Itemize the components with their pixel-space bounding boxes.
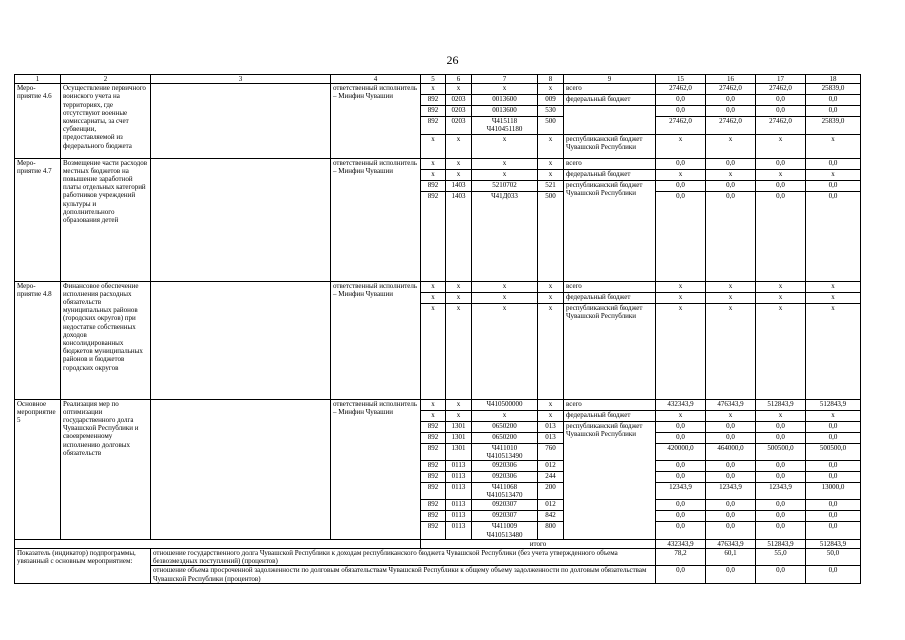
code-cell: Ч411009 Ч410513480 bbox=[472, 522, 538, 539]
participants-cell bbox=[151, 158, 331, 281]
code-cell: х bbox=[421, 292, 446, 303]
measure-code: Меро-приятие 4.7 bbox=[15, 158, 61, 281]
measure-code: Меро-приятие 4.8 bbox=[15, 281, 61, 399]
code-cell: х bbox=[421, 410, 446, 421]
value-cell: х bbox=[706, 169, 756, 180]
value-cell: 0,0 bbox=[806, 191, 861, 281]
value-cell: 0,0 bbox=[656, 511, 706, 522]
indicator-value: 0,0 bbox=[806, 566, 861, 583]
code-cell: 760 bbox=[538, 443, 564, 460]
code-cell: х bbox=[446, 410, 472, 421]
funding-source: всего bbox=[564, 281, 656, 292]
code-cell: 0920307 bbox=[472, 500, 538, 511]
executor-cell: ответственный исполнитель – Минфин Чувашии bbox=[331, 399, 421, 539]
value-cell: 0,0 bbox=[706, 158, 756, 169]
value-cell: 0,0 bbox=[706, 180, 756, 191]
code-cell: х bbox=[421, 84, 446, 95]
value-cell: 512843,9 bbox=[806, 399, 861, 410]
value-cell: х bbox=[656, 303, 706, 399]
participants-cell bbox=[151, 399, 331, 539]
value-cell: 27462,0 bbox=[706, 117, 756, 134]
executor-cell: ответственный исполнитель – Минфин Чувашии bbox=[331, 281, 421, 399]
value-cell: 0,0 bbox=[756, 180, 806, 191]
value-cell: 0,0 bbox=[756, 461, 806, 472]
value-cell: 464000,0 bbox=[706, 443, 756, 460]
code-cell: 0113 bbox=[446, 483, 472, 500]
code-cell: х bbox=[472, 303, 538, 399]
value-cell: 0,0 bbox=[806, 180, 861, 191]
code-cell: 5210702 bbox=[472, 180, 538, 191]
executor-cell: ответственный исполнитель – Минфин Чувашии bbox=[331, 84, 421, 158]
total-spacer bbox=[15, 539, 421, 548]
header-cell: 2 bbox=[61, 75, 151, 84]
code-cell: х bbox=[472, 134, 538, 158]
funding-source: республиканский бюджет Чувашской Республики bbox=[564, 180, 656, 281]
value-cell: 0,0 bbox=[656, 421, 706, 432]
code-cell: 892 bbox=[421, 472, 446, 483]
budget-table bbox=[14, 74, 861, 584]
code-cell: 009 bbox=[538, 95, 564, 106]
value-cell: 0,0 bbox=[706, 421, 756, 432]
funding-source: федеральный бюджет bbox=[564, 292, 656, 303]
value-cell: 0,0 bbox=[706, 522, 756, 539]
value-cell: 476343,9 bbox=[706, 399, 756, 410]
code-cell: 1403 bbox=[446, 191, 472, 281]
code-cell: 842 bbox=[538, 511, 564, 522]
code-cell: 0113 bbox=[446, 472, 472, 483]
code-cell: х bbox=[446, 134, 472, 158]
value-cell: х bbox=[806, 410, 861, 421]
value-cell: 0,0 bbox=[756, 158, 806, 169]
value-cell: 0,0 bbox=[656, 158, 706, 169]
code-cell: 0203 bbox=[446, 106, 472, 117]
value-cell: 0,0 bbox=[756, 472, 806, 483]
table-row bbox=[15, 281, 861, 292]
code-cell: Ч411068 Ч410513470 bbox=[472, 483, 538, 500]
value-cell: 12343,9 bbox=[756, 483, 806, 500]
funding-source: всего bbox=[564, 399, 656, 410]
value-cell: х bbox=[806, 303, 861, 399]
value-cell: х bbox=[706, 303, 756, 399]
code-cell: х bbox=[538, 292, 564, 303]
header-cell: 5 bbox=[421, 75, 446, 84]
total-value: 476343,9 bbox=[706, 539, 756, 548]
value-cell: 0,0 bbox=[806, 472, 861, 483]
code-cell: 892 bbox=[421, 461, 446, 472]
code-cell: х bbox=[421, 281, 446, 292]
value-cell: х bbox=[806, 134, 861, 158]
funding-source: всего bbox=[564, 158, 656, 169]
table-row bbox=[15, 399, 861, 410]
header-cell: 8 bbox=[538, 75, 564, 84]
value-cell: 0,0 bbox=[806, 432, 861, 443]
measure-description: Осуществление первичного воинского учета на территориях, где отсутствуют военные комиссариаты, за счет субвенции, предоставляемой из федерального бюджета bbox=[61, 84, 151, 158]
code-cell: 800 bbox=[538, 522, 564, 539]
value-cell: 0,0 bbox=[756, 432, 806, 443]
header-cell: 9 bbox=[564, 75, 656, 84]
value-cell: 0,0 bbox=[706, 432, 756, 443]
code-cell: Ч410500000 bbox=[472, 399, 538, 410]
code-cell: 892 bbox=[421, 95, 446, 106]
executor-cell: ответственный исполнитель – Минфин Чувашии bbox=[331, 158, 421, 281]
value-cell: 27462,0 bbox=[656, 84, 706, 95]
value-cell: 0,0 bbox=[656, 461, 706, 472]
value-cell: х bbox=[656, 281, 706, 292]
indicator-value: 0,0 bbox=[756, 566, 806, 583]
code-cell: х bbox=[472, 158, 538, 169]
value-cell: 0,0 bbox=[806, 522, 861, 539]
value-cell: х bbox=[806, 169, 861, 180]
value-cell: 0,0 bbox=[706, 191, 756, 281]
value-cell: 0,0 bbox=[656, 522, 706, 539]
value-cell: 420000,0 bbox=[656, 443, 706, 460]
code-cell: 0013600 bbox=[472, 95, 538, 106]
value-cell: 25839,0 bbox=[806, 117, 861, 134]
code-cell: 892 bbox=[421, 117, 446, 134]
header-row bbox=[15, 75, 861, 84]
funding-source: федеральный бюджет bbox=[564, 95, 656, 106]
funding-source: федеральный бюджет bbox=[564, 410, 656, 421]
code-cell: х bbox=[472, 410, 538, 421]
indicator-value: 0,0 bbox=[656, 566, 706, 583]
code-cell: х bbox=[446, 158, 472, 169]
code-cell: 0113 bbox=[446, 511, 472, 522]
code-cell: 200 bbox=[538, 483, 564, 500]
value-cell: х bbox=[756, 292, 806, 303]
value-cell: 0,0 bbox=[756, 106, 806, 117]
value-cell: 0,0 bbox=[756, 191, 806, 281]
code-cell: х bbox=[421, 169, 446, 180]
participants-cell bbox=[151, 84, 331, 158]
measure-code: Меро-приятие 4.6 bbox=[15, 84, 61, 158]
total-row bbox=[15, 539, 861, 548]
code-cell: 012 bbox=[538, 500, 564, 511]
code-cell: 892 bbox=[421, 511, 446, 522]
indicator-value: 50,0 bbox=[806, 549, 861, 566]
value-cell: 0,0 bbox=[806, 511, 861, 522]
code-cell: х bbox=[446, 303, 472, 399]
value-cell: х bbox=[756, 134, 806, 158]
code-cell: 012 bbox=[538, 461, 564, 472]
value-cell: 0,0 bbox=[656, 191, 706, 281]
code-cell: х bbox=[446, 399, 472, 410]
header-cell: 18 bbox=[806, 75, 861, 84]
code-cell: 892 bbox=[421, 421, 446, 432]
value-cell: 0,0 bbox=[756, 95, 806, 106]
code-cell: 0920306 bbox=[472, 472, 538, 483]
code-cell: 892 bbox=[421, 500, 446, 511]
value-cell: 12343,9 bbox=[706, 483, 756, 500]
measure-description: Реализация мер по оптимизации государственного долга Чувашской Республики и своевременному исполнению долговых обязательств bbox=[61, 399, 151, 539]
value-cell: 0,0 bbox=[806, 421, 861, 432]
code-cell: 892 bbox=[421, 106, 446, 117]
value-cell: 0,0 bbox=[656, 432, 706, 443]
total-value: 512843,9 bbox=[806, 539, 861, 548]
value-cell: х bbox=[706, 410, 756, 421]
value-cell: х bbox=[806, 281, 861, 292]
indicator-value: 60,1 bbox=[706, 549, 756, 566]
code-cell: 1301 bbox=[446, 443, 472, 460]
value-cell: 0,0 bbox=[806, 106, 861, 117]
measure-description: Возмещение части расходов местных бюджетов на повышение заработной платы отдельных категорий работников учреждений культуры и дополнительного образования детей bbox=[61, 158, 151, 281]
code-cell: х bbox=[446, 281, 472, 292]
code-cell: х bbox=[538, 158, 564, 169]
value-cell: 0,0 bbox=[656, 95, 706, 106]
code-cell: 892 bbox=[421, 522, 446, 539]
code-cell: х bbox=[472, 84, 538, 95]
value-cell: 27462,0 bbox=[756, 84, 806, 95]
value-cell: х bbox=[806, 292, 861, 303]
value-cell: х bbox=[656, 292, 706, 303]
value-cell: 12343,9 bbox=[656, 483, 706, 500]
code-cell: Ч411010 Ч410513490 bbox=[472, 443, 538, 460]
value-cell: 27462,0 bbox=[706, 84, 756, 95]
total-value: 512843,9 bbox=[756, 539, 806, 548]
code-cell: 0203 bbox=[446, 117, 472, 134]
value-cell: х bbox=[756, 281, 806, 292]
value-cell: х bbox=[756, 410, 806, 421]
indicator-text: отношение объема просроченной задолженности по долговым обязательствам Чувашской Республики к общему объему задолженности по долговым обязательствам Чувашской Республики (процентов) bbox=[151, 566, 656, 583]
code-cell: 530 bbox=[538, 106, 564, 117]
code-cell: х bbox=[538, 134, 564, 158]
value-cell: 0,0 bbox=[756, 511, 806, 522]
code-cell: 013 bbox=[538, 421, 564, 432]
value-cell: х bbox=[706, 292, 756, 303]
code-cell: х bbox=[421, 134, 446, 158]
measure-code: Основное мероприятие 5 bbox=[15, 399, 61, 539]
value-cell: 0,0 bbox=[706, 95, 756, 106]
value-cell: х bbox=[706, 281, 756, 292]
code-cell: х bbox=[446, 169, 472, 180]
value-cell: 0,0 bbox=[706, 472, 756, 483]
value-cell: 0,0 bbox=[806, 158, 861, 169]
value-cell: 25839,0 bbox=[806, 84, 861, 95]
code-cell: 0013600 bbox=[472, 106, 538, 117]
indicator-row bbox=[15, 549, 861, 566]
code-cell: х bbox=[538, 303, 564, 399]
value-cell: 0,0 bbox=[806, 461, 861, 472]
code-cell: 892 bbox=[421, 443, 446, 460]
code-cell: 1403 bbox=[446, 180, 472, 191]
value-cell: х bbox=[756, 169, 806, 180]
value-cell: 0,0 bbox=[706, 500, 756, 511]
value-cell: 0,0 bbox=[656, 500, 706, 511]
header-cell: 4 bbox=[331, 75, 421, 84]
value-cell: 432343,9 bbox=[656, 399, 706, 410]
indicator-label: Показатель (индикатор) подпрограммы, увязанный с основным мероприятием: bbox=[15, 549, 151, 584]
page-number: 26 bbox=[446, 53, 459, 67]
header-cell: 1 bbox=[15, 75, 61, 84]
indicator-value: 55,0 bbox=[756, 549, 806, 566]
header-cell: 7 bbox=[472, 75, 538, 84]
code-cell: 500 bbox=[538, 117, 564, 134]
value-cell: х bbox=[656, 134, 706, 158]
value-cell: 0,0 bbox=[756, 421, 806, 432]
funding-source: всего bbox=[564, 84, 656, 95]
code-cell: х bbox=[538, 399, 564, 410]
code-cell: 521 bbox=[538, 180, 564, 191]
indicator-value: 0,0 bbox=[706, 566, 756, 583]
table-row bbox=[15, 84, 861, 95]
value-cell: 0,0 bbox=[806, 95, 861, 106]
value-cell: 0,0 bbox=[756, 522, 806, 539]
value-cell: 512843,9 bbox=[756, 399, 806, 410]
header-cell: 15 bbox=[656, 75, 706, 84]
header-cell: 17 bbox=[756, 75, 806, 84]
value-cell: 0,0 bbox=[806, 500, 861, 511]
code-cell: 0650200 bbox=[472, 432, 538, 443]
value-cell: 0,0 bbox=[656, 472, 706, 483]
code-cell: 0650200 bbox=[472, 421, 538, 432]
total-value: 432343,9 bbox=[656, 539, 706, 548]
code-cell: х bbox=[446, 292, 472, 303]
code-cell: х bbox=[472, 292, 538, 303]
code-cell: х bbox=[538, 410, 564, 421]
value-cell: х bbox=[656, 410, 706, 421]
code-cell: 892 bbox=[421, 483, 446, 500]
code-cell: 1301 bbox=[446, 432, 472, 443]
value-cell: 0,0 bbox=[706, 106, 756, 117]
header-cell: 6 bbox=[446, 75, 472, 84]
code-cell: 0113 bbox=[446, 522, 472, 539]
value-cell: х bbox=[706, 134, 756, 158]
value-cell: 500500,0 bbox=[806, 443, 861, 460]
value-cell: 27462,0 bbox=[756, 117, 806, 134]
code-cell: 0203 bbox=[446, 95, 472, 106]
code-cell: 892 bbox=[421, 432, 446, 443]
table-row bbox=[15, 158, 861, 169]
funding-source: республиканский бюджет Чувашской Республики bbox=[564, 134, 656, 158]
value-cell: 0,0 bbox=[756, 500, 806, 511]
header-cell: 16 bbox=[706, 75, 756, 84]
code-cell: х bbox=[421, 303, 446, 399]
code-cell: 013 bbox=[538, 432, 564, 443]
indicator-value: 78,2 bbox=[656, 549, 706, 566]
code-cell: 1301 bbox=[446, 421, 472, 432]
code-cell: 0920306 bbox=[472, 461, 538, 472]
code-cell: 892 bbox=[421, 180, 446, 191]
code-cell: 0113 bbox=[446, 461, 472, 472]
code-cell: 500 bbox=[538, 191, 564, 281]
code-cell: Ч415118 Ч410451180 bbox=[472, 117, 538, 134]
value-cell: 13000,0 bbox=[806, 483, 861, 500]
code-cell: х bbox=[538, 169, 564, 180]
indicator-text: отношение государственного долга Чувашской Республики к доходам республиканского бюджета Чувашской Республики (без учета утвержденного объема безвозмездных поступлений) (процентов) bbox=[151, 549, 656, 566]
code-cell: 0920307 bbox=[472, 511, 538, 522]
funding-source: федеральный бюджет bbox=[564, 169, 656, 180]
code-cell: х bbox=[446, 84, 472, 95]
total-label: итого bbox=[421, 539, 656, 548]
code-cell: 0113 bbox=[446, 500, 472, 511]
code-cell: х bbox=[538, 84, 564, 95]
funding-source bbox=[564, 106, 656, 134]
value-cell: 0,0 bbox=[656, 106, 706, 117]
value-cell: 0,0 bbox=[706, 511, 756, 522]
code-cell: 244 bbox=[538, 472, 564, 483]
code-cell: х bbox=[421, 399, 446, 410]
value-cell: х bbox=[756, 303, 806, 399]
measure-description: Финансовое обеспечение исполнения расходных обязательств муниципальных районов (городских округов) при недостатке собственных доходов консолидированных бюджетов муниципальных районов и бюджетов городских округов bbox=[61, 281, 151, 399]
value-cell: 27462,0 bbox=[656, 117, 706, 134]
value-cell: 0,0 bbox=[656, 180, 706, 191]
value-cell: 0,0 bbox=[706, 461, 756, 472]
value-cell: 500500,0 bbox=[756, 443, 806, 460]
header-cell: 3 bbox=[151, 75, 331, 84]
funding-source: республиканский бюджет Чувашской Республики bbox=[564, 421, 656, 539]
funding-source: республиканский бюджет Чувашской Республики bbox=[564, 303, 656, 399]
code-cell: Ч41Д033 bbox=[472, 191, 538, 281]
value-cell: х bbox=[656, 169, 706, 180]
code-cell: х bbox=[472, 281, 538, 292]
code-cell: х bbox=[421, 158, 446, 169]
code-cell: 892 bbox=[421, 191, 446, 281]
participants-cell bbox=[151, 281, 331, 399]
code-cell: х bbox=[538, 281, 564, 292]
code-cell: х bbox=[472, 169, 538, 180]
